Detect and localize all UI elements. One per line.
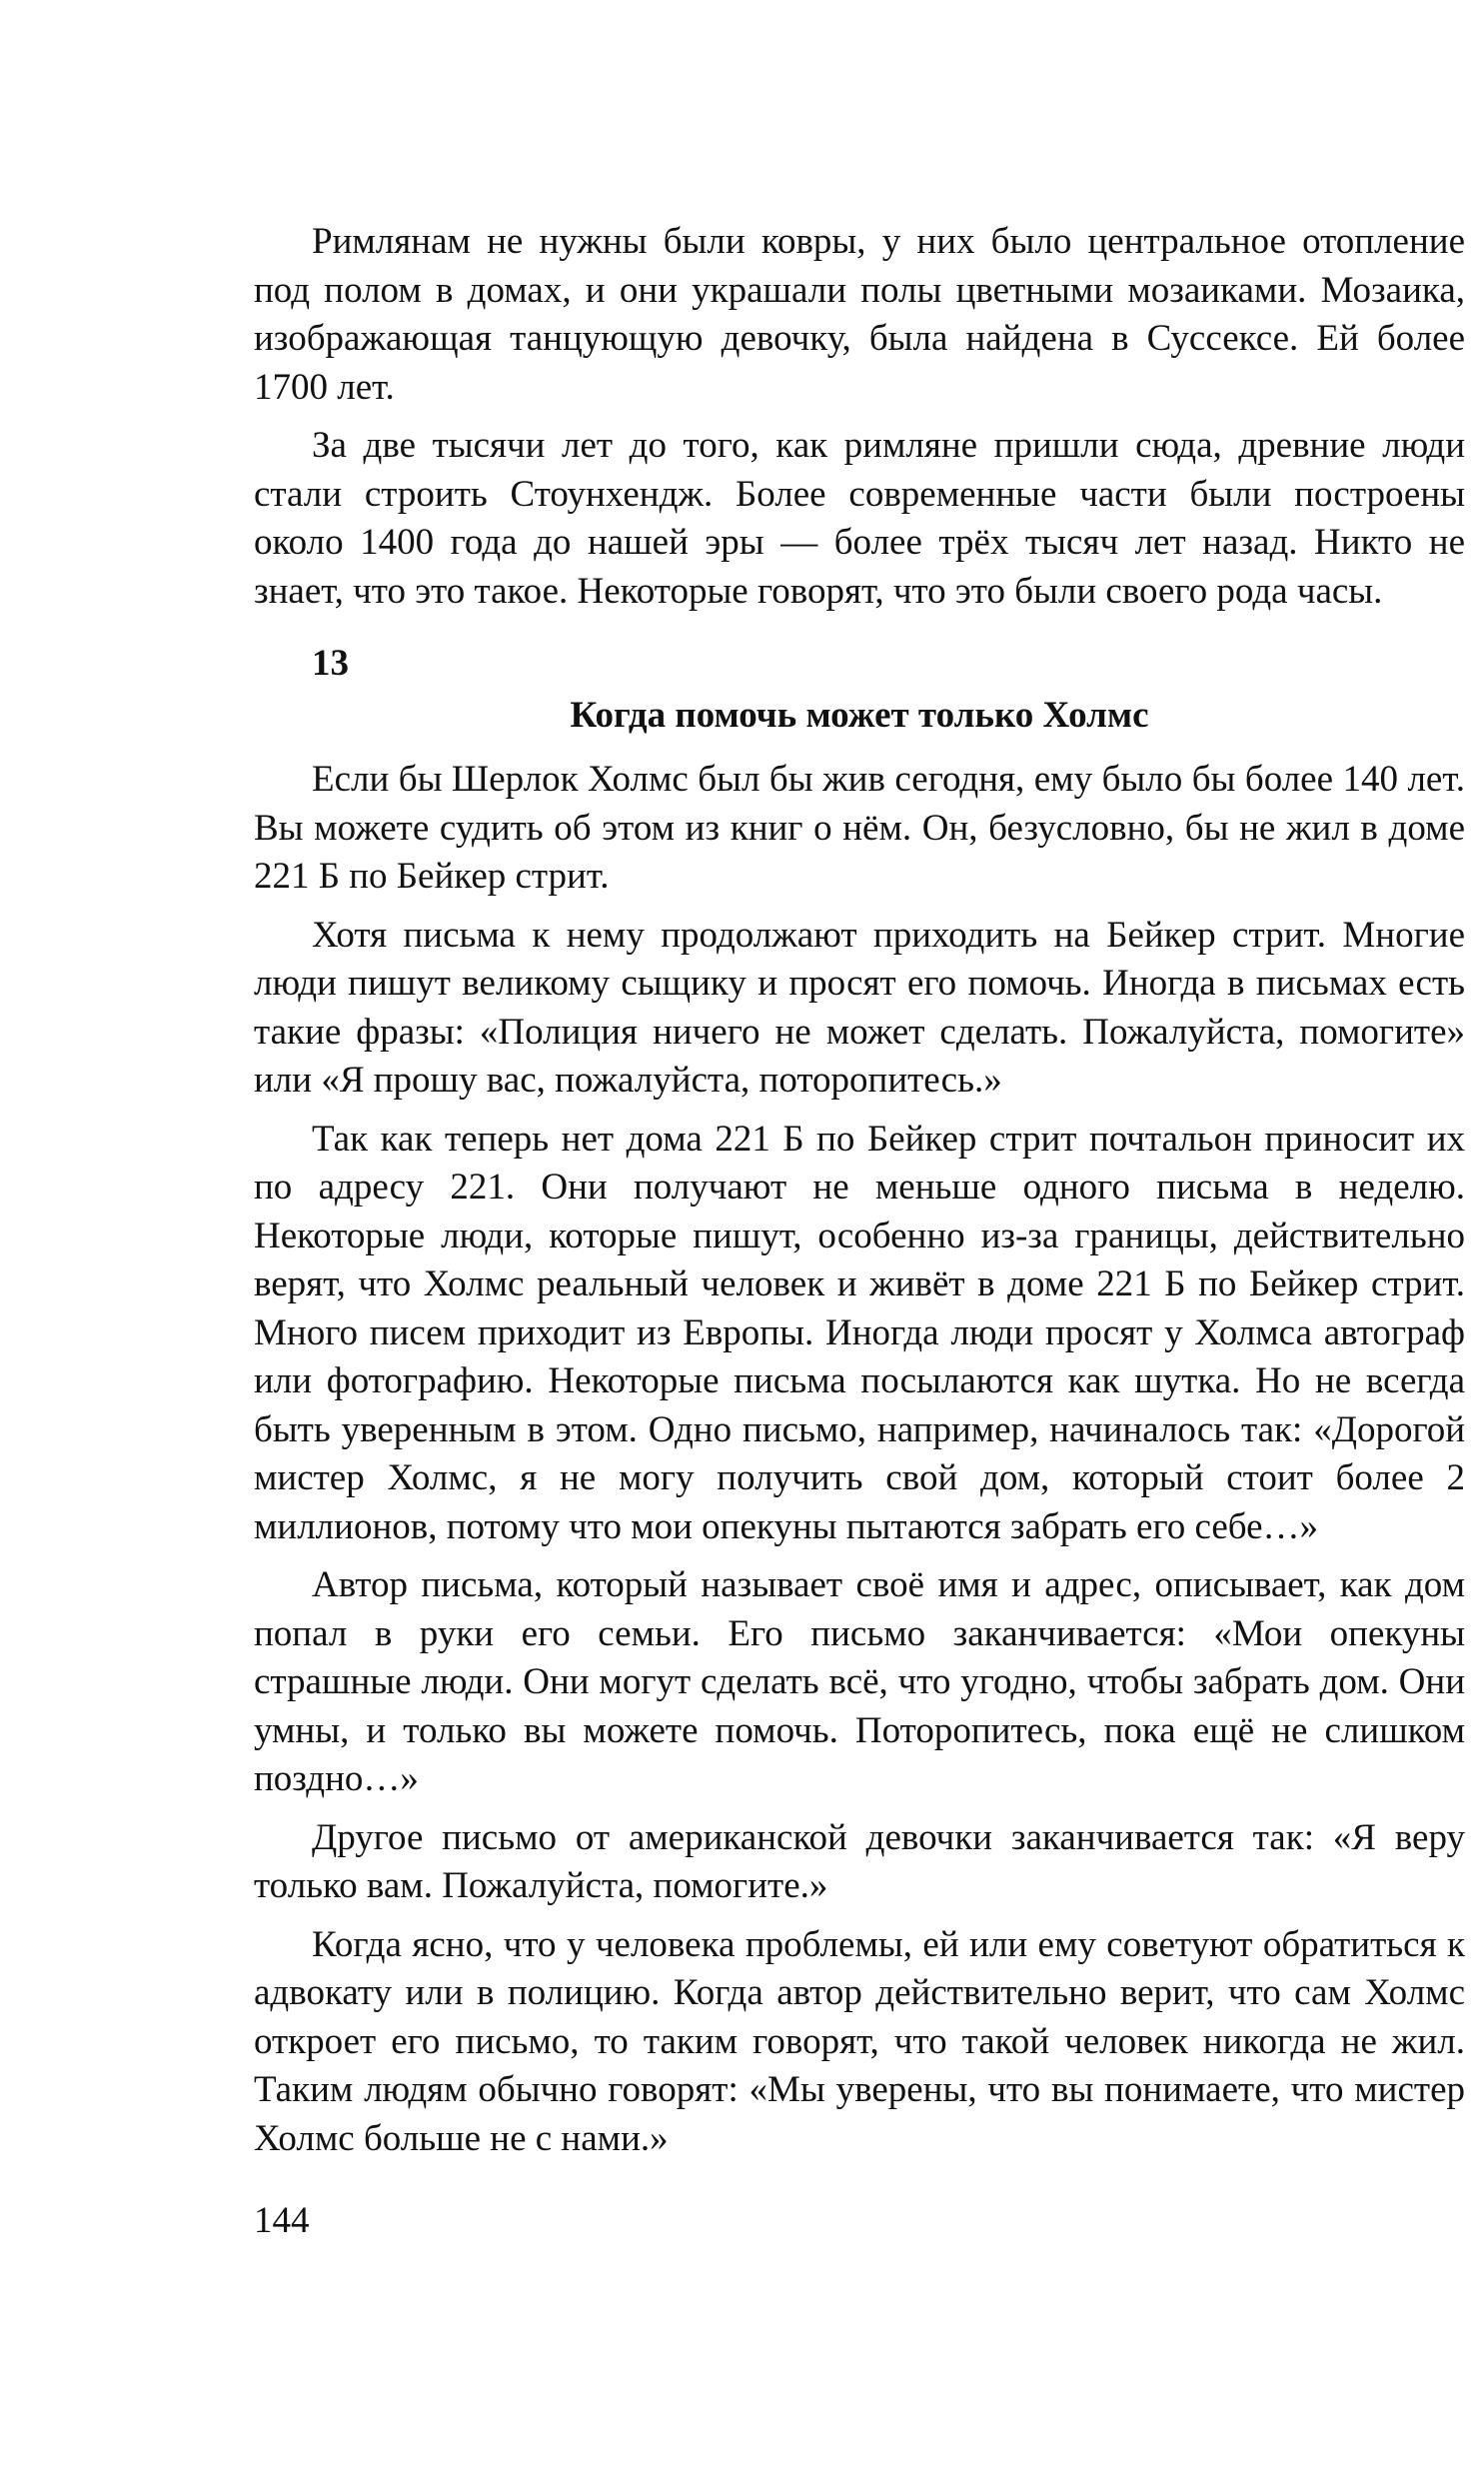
paragraph-holmes-age: Если бы Шерлок Холмс был бы жив сегодня, ему было бы более 140 лет. Вы можете судить об этом из книг о нём. Он, безусловно, бы не жил в доме 221 Б по Бейкер стрит.: [254, 759, 1465, 897]
paragraph-letter-author: Автор письма, который называет своё имя и адрес, описывает, как дом попал в руки его семьи. Его письмо заканчивается: «Мои опекуны страшные люди. Они могут сделать всё, что угодно, чтобы забрать дом. Они умны, и только вы можете помочь. Поторопитесь, пока ещё не слишком поздно…»: [254, 1564, 1465, 1799]
paragraph-american-girl: Другое письмо от американской девочки заканчивается так: «Я веру только вам. Пожалуйста, помогите.»: [254, 1816, 1465, 1906]
chapter-title: Когда помочь может только Холмс: [570, 695, 1149, 736]
paragraph-advice: Когда ясно, что у человека проблемы, ей или ему советуют обратиться к адвокату или в полицию. Когда автор действительно верит, что сам Холмс откроет его письмо, то таким говорят, что такой человек никогда не жил. Таким людям обычно говорят: «Мы уверены, что вы понимаете, что мистер Холмс больше не с нами.»: [254, 1923, 1465, 2159]
paragraph-postman: Так как теперь нет дома 221 Б по Бейкер стрит почтальон приносит их по адресу 221. Они получают не меньше одного письма в неделю. Некоторые люди, которые пишут, особенно из-за границы, действительно верят, что Холмс реальный человек и живёт в доме 221 Б по Бейкер стрит. Много писем приходит из Европы. Иногда люди просят у Холмса автограф или фотографию. Некоторые письма посылаются как шутка. Но не всегда быть уверенным в этом. Одно письмо, например, начиналось так: «Дорогой мистер Холмс, я не могу получить свой дом, который стоит более 2 миллионов, потому что мои опекуны пытаются забрать его себе…»: [254, 1118, 1465, 1547]
paragraph-stonehenge: За две тысячи лет до того, как римляне пришли сюда, древние люди стали строить Стоунхендж. Более современные части были построены около 1400 года до нашей эры — более трёх тысяч лет назад. Никто не знает, что это такое. Некоторые говорят, что это были своего рода часы.: [254, 425, 1465, 612]
page-body: [254, 218, 1465, 2163]
paragraph-letters-arrive: Хотя письма к нему продолжают приходить на Бейкер стрит. Многие люди пишут великому сыщику и просят его помочь. Иногда в письмах есть такие фразы: «Полиция ничего не может сделать. Пожалуйста, помогите» или «Я прошу вас, пожалуйста, поторопитесь.»: [254, 914, 1465, 1101]
chapter-number: 13: [312, 643, 349, 684]
paragraph-romans-carpets: Римлянам не нужны были ковры, у них было центральное отопление под полом в домах, и они украшали полы цветными мозаиками. Мозаика, изображающая танцующую девочку, была найдена в Суссексе. Ей более 1700 лет.: [254, 221, 1465, 408]
page-number: 144: [254, 2200, 310, 2241]
